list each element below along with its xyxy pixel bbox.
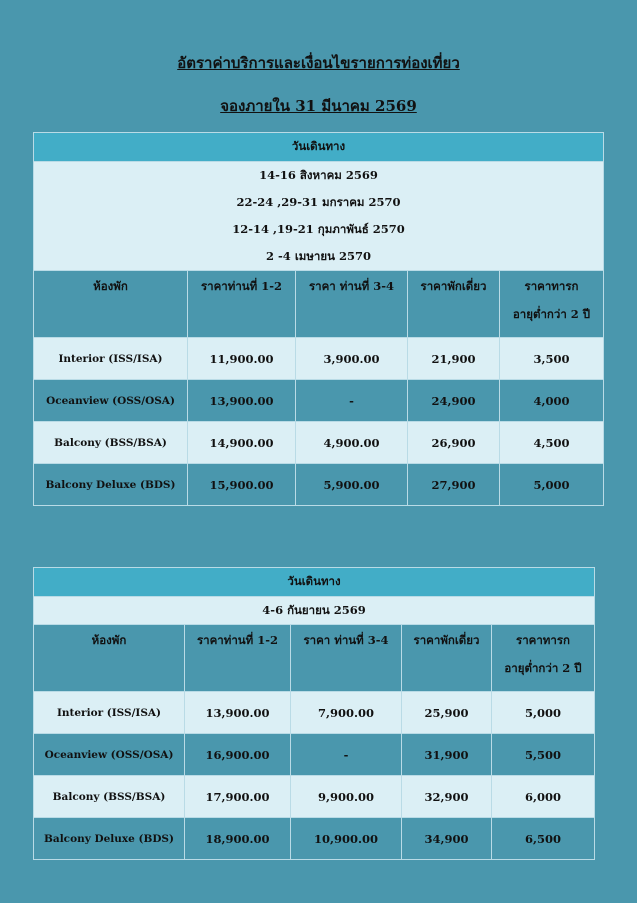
infant-header-line2: อายุต่ำกว่า 2 ปี [504,661,582,675]
travel-date-band: วันเดินทาง [34,568,595,597]
room-type: Interior (ISS/ISA) [34,338,188,380]
price-infant: 3,500 [500,338,604,380]
column-header-single: ราคาพักเดี่ยว [408,271,500,338]
column-header-price-3-4: ราคา ท่านที่ 3-4 [291,625,402,692]
column-header-infant [500,271,604,338]
price-infant: 4,500 [500,422,604,464]
price-1-2: 11,900.00 [188,338,296,380]
travel-date: 2 -4 เมษายน 2570 [266,249,371,263]
table-row [34,692,595,734]
table-row [34,776,595,818]
price-1-2: 15,900.00 [188,464,296,506]
column-header-room: ห้องพัก [34,271,188,338]
table-row [34,818,595,860]
price-3-4: - [296,380,408,422]
rate-table-2 [33,567,595,860]
price-3-4: 3,900.00 [296,338,408,380]
price-single: 21,900 [408,338,500,380]
travel-date: 22-24 ,29-31 มกราคม 2570 [236,195,401,209]
table-row [34,734,595,776]
price-1-2: 18,900.00 [185,818,291,860]
column-header-room: ห้องพัก [34,625,185,692]
price-3-4: 5,900.00 [296,464,408,506]
infant-header-line1: ราคาทารก [516,633,570,647]
table-row [34,464,604,506]
price-single: 27,900 [408,464,500,506]
price-1-2: 14,900.00 [188,422,296,464]
price-1-2: 13,900.00 [188,380,296,422]
table-row [34,422,604,464]
price-infant: 5,500 [492,734,595,776]
price-infant: 5,000 [500,464,604,506]
column-header-infant [492,625,595,692]
column-header-price-1-2: ราคาท่านที่ 1-2 [185,625,291,692]
room-type: Balcony (BSS/BSA) [34,422,188,464]
column-header-price-3-4: ราคา ท่านที่ 3-4 [296,271,408,338]
price-infant: 6,500 [492,818,595,860]
column-header-single: ราคาพักเดี่ยว [402,625,492,692]
price-3-4: 9,900.00 [291,776,402,818]
price-infant: 5,000 [492,692,595,734]
travel-date-band: วันเดินทาง [34,133,604,162]
price-1-2: 13,900.00 [185,692,291,734]
price-3-4: 10,900.00 [291,818,402,860]
price-1-2: 17,900.00 [185,776,291,818]
booking-deadline: จองภายใน 31 มีนาคม 2569 [220,97,417,115]
room-type: Balcony Deluxe (BDS) [34,464,188,506]
price-single: 25,900 [402,692,492,734]
price-single: 32,900 [402,776,492,818]
infant-header-line1: ราคาทารก [524,279,579,293]
travel-date: 14-16 สิงหาคม 2569 [259,168,378,182]
price-single: 31,900 [402,734,492,776]
price-infant: 6,000 [492,776,595,818]
price-3-4: 7,900.00 [291,692,402,734]
column-header-price-1-2: ราคาท่านที่ 1-2 [188,271,296,338]
table-row [34,338,604,380]
page-title: อัตราค่าบริการและเงื่อนไขรายการท่องเที่ยว [177,54,460,72]
table-row [34,380,604,422]
travel-date: 12-14 ,19-21 กุมภาพันธ์ 2570 [232,222,405,236]
price-infant: 4,000 [500,380,604,422]
price-single: 34,900 [402,818,492,860]
room-type: Oceanview (OSS/OSA) [34,380,188,422]
travel-dates [34,597,595,625]
price-3-4: 4,900.00 [296,422,408,464]
price-1-2: 16,900.00 [185,734,291,776]
travel-date: 4-6 กันยายน 2569 [262,603,366,617]
travel-dates [34,162,604,271]
price-single: 24,900 [408,380,500,422]
room-type: Balcony (BSS/BSA) [34,776,185,818]
room-type: Interior (ISS/ISA) [34,692,185,734]
rate-table-1 [33,132,604,506]
price-single: 26,900 [408,422,500,464]
price-3-4: - [291,734,402,776]
room-type: Balcony Deluxe (BDS) [34,818,185,860]
room-type: Oceanview (OSS/OSA) [34,734,185,776]
infant-header-line2: อายุต่ำกว่า 2 ปี [512,307,591,321]
